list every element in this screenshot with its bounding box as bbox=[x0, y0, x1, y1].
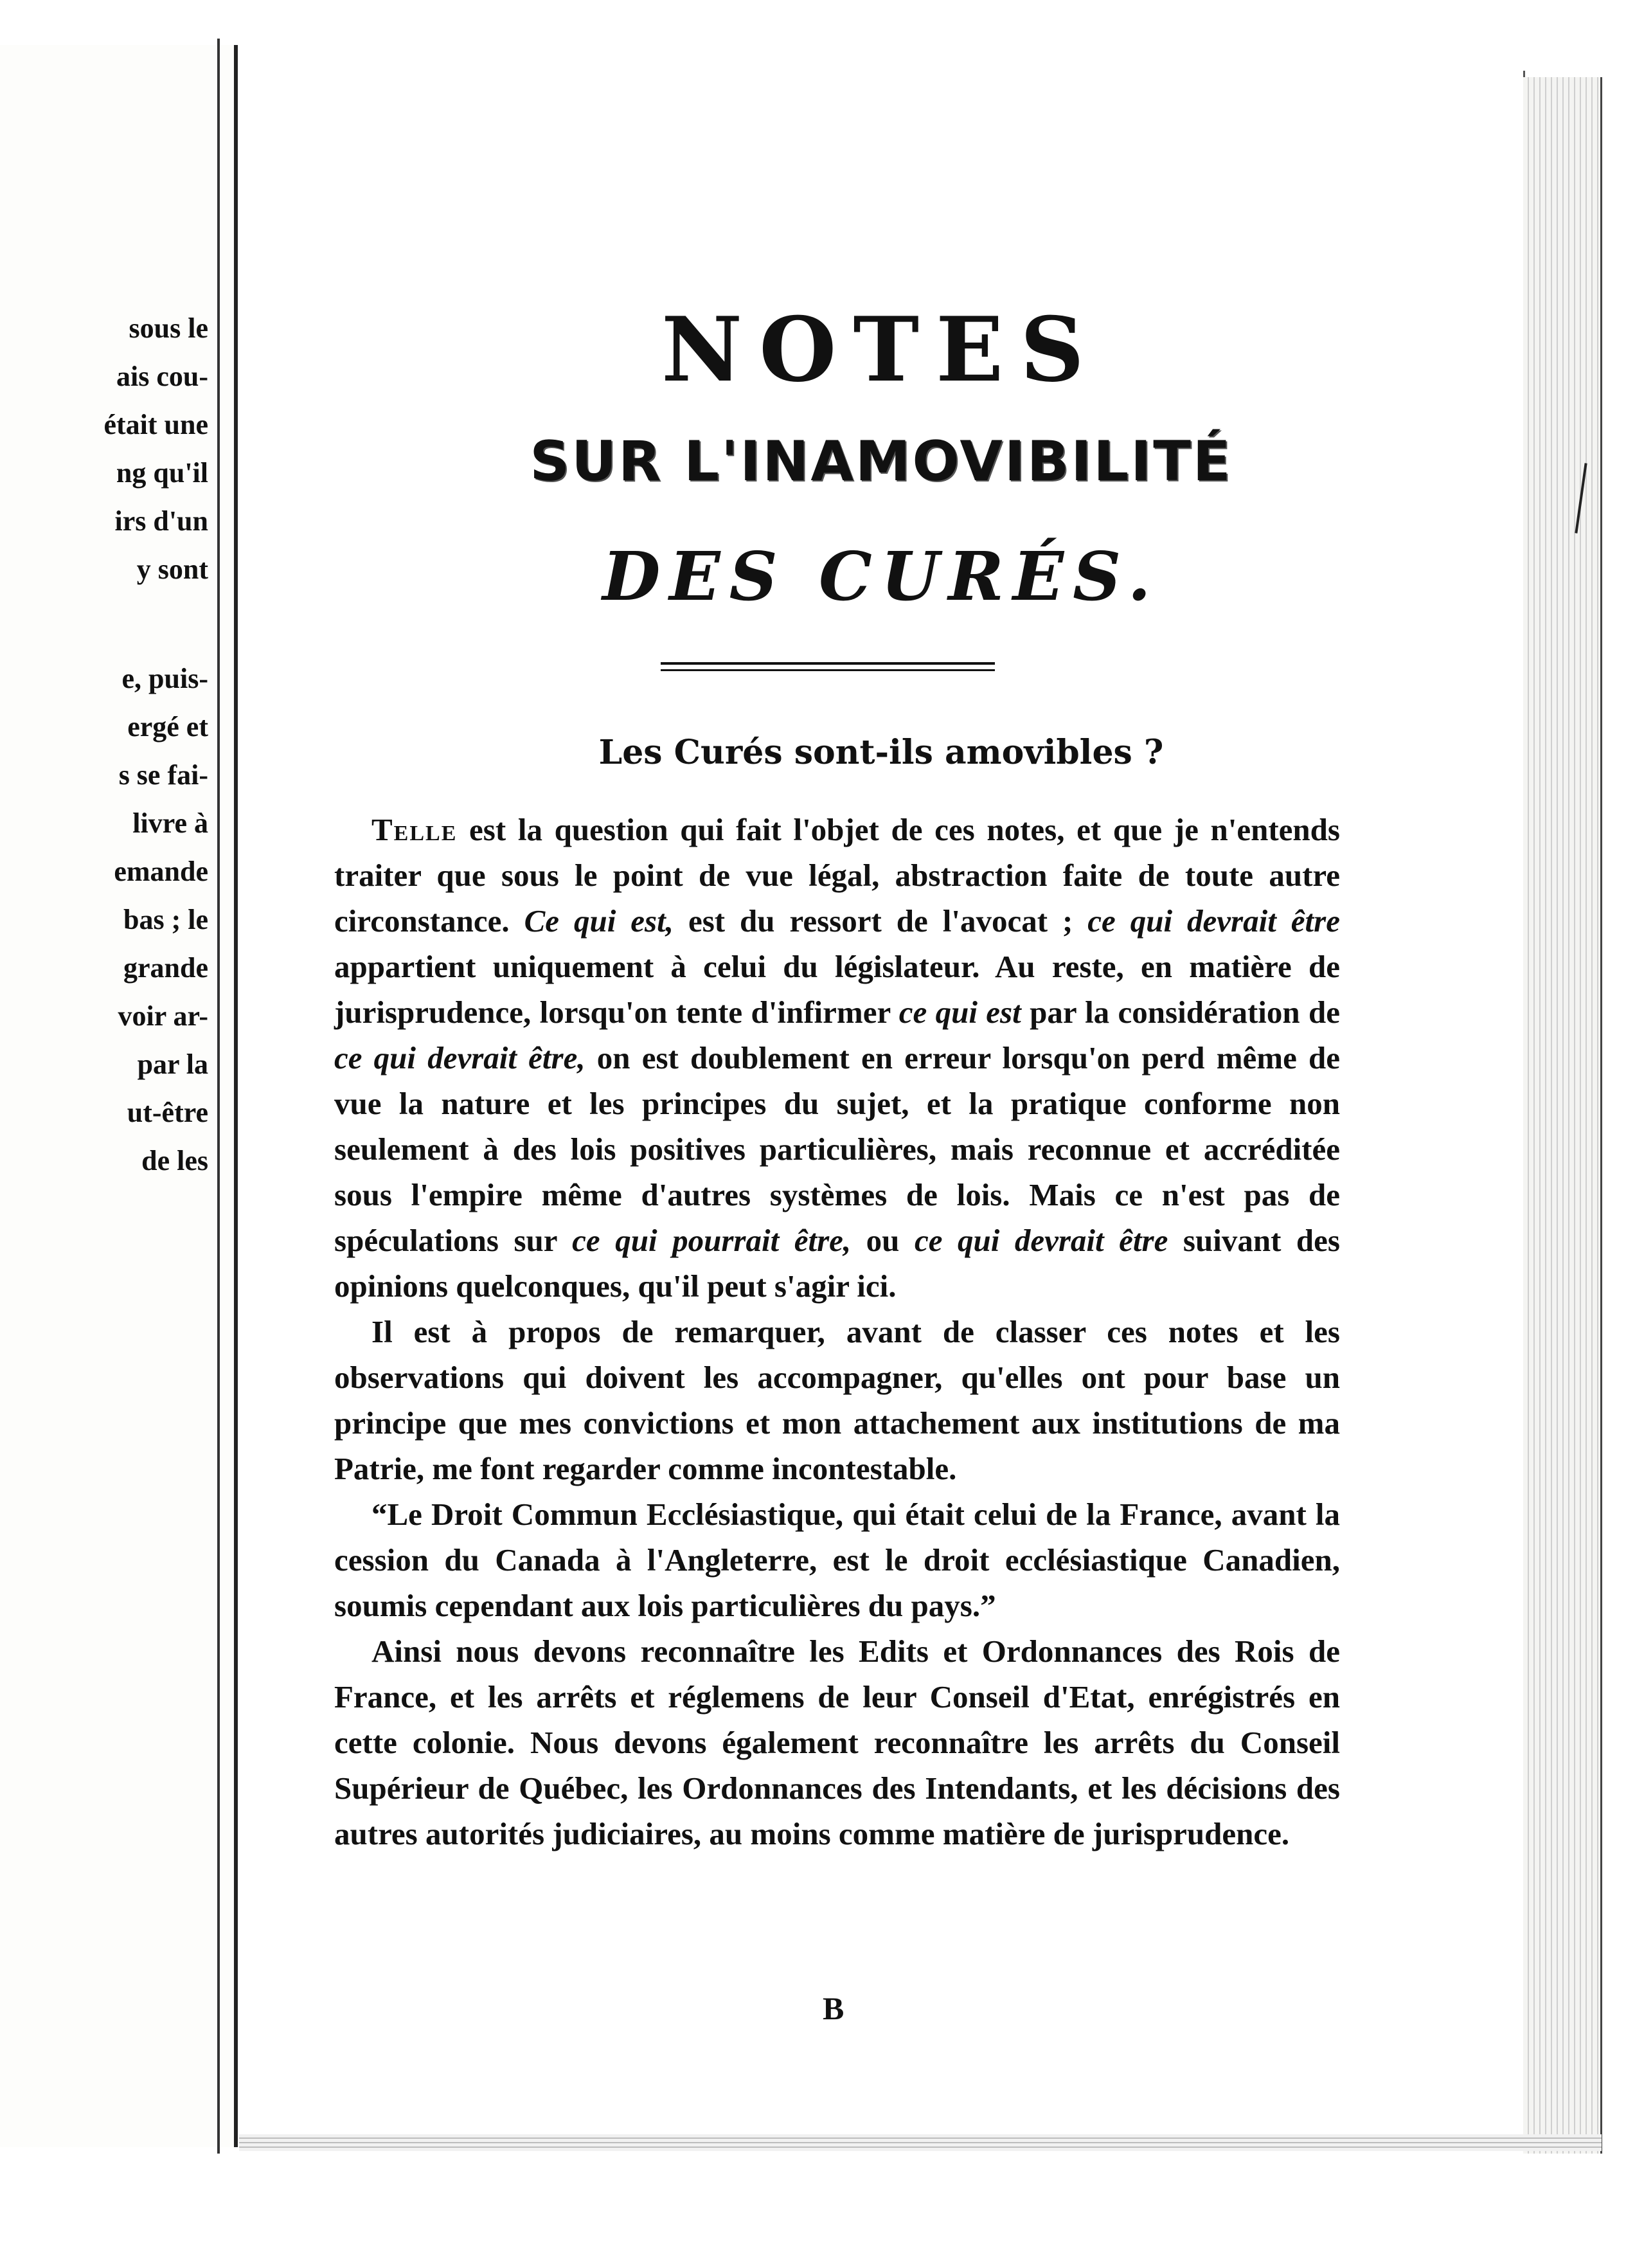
text-run: suivant des opinions quelconques, qu'il peut s'agir ici. bbox=[334, 1223, 1340, 1304]
italic-phrase: ce qui devrait être bbox=[1087, 903, 1340, 939]
page-gutter-divider bbox=[217, 39, 220, 2154]
facing-page-left bbox=[0, 45, 238, 2147]
section-heading: Les Curés sont-ils amovibles ? bbox=[598, 733, 1164, 772]
left-page-fragment: e, puis- bbox=[121, 663, 208, 694]
italic-phrase: ce qui devrait être bbox=[914, 1223, 1168, 1258]
paragraph-3-quote: “Le Droit Commun Ecclésiastique, qui était celui de la France, avant la cession du Canada à l'Angleterre, est le droit ecclésiastique Canadien, soumis cependant aux lois particulières du pays.” bbox=[334, 1497, 1340, 1623]
left-page-fragment: ut-être bbox=[127, 1097, 208, 1128]
title-cures: DES CURÉS. bbox=[602, 537, 1160, 616]
italic-phrase: ce qui est bbox=[898, 995, 1021, 1030]
text-run: est du ressort de l'avocat ; bbox=[673, 903, 1088, 939]
left-page-fragment: voir ar- bbox=[118, 1000, 208, 1032]
left-page-fragment: irs d'un bbox=[114, 505, 208, 537]
text-run: ou bbox=[851, 1223, 915, 1258]
signature-mark: B bbox=[823, 1990, 844, 2026]
left-page-fragment: ng qu'il bbox=[116, 457, 208, 489]
text-run: appartient uniquement à celui du législateur. Au reste, en matière de jurisprudence, lorsqu'on tente d'infirmer bbox=[334, 949, 1340, 1030]
text-run: est la question qui fait l'objet de ces notes, et que je n'entends traiter que sous le point de vue légal, abstraction faite de toute autre circonstance. bbox=[334, 812, 1340, 939]
left-page-fragment: grande bbox=[123, 952, 208, 984]
italic-phrase: ce qui devrait être, bbox=[334, 1040, 585, 1076]
body-text bbox=[334, 807, 1340, 1857]
paragraph-2: Il est à propos de remarquer, avant de classer ces notes et les observations qui doivent les accompagner, qu'elles ont pour base un principe que mes convictions et mon attachement aux institutions de ma Patrie, me font regarder comme incontestable. bbox=[334, 1314, 1340, 1486]
left-page-fragment: livre à bbox=[132, 807, 208, 839]
left-page-fragment: de les bbox=[141, 1145, 208, 1176]
page-edges-right bbox=[1523, 77, 1602, 2154]
left-page-fragment: s se fai- bbox=[118, 759, 208, 791]
text-run: on est doublement en erreur lorsqu'on perd même de vue la nature et les principes du sujet, et la pratique conforme non seulement à des lois positives particulières, mais reconnue et accréditée sous l'empire même d'autres systèmes de lois. Mais ce n'est pas de spéculations sur bbox=[334, 1040, 1340, 1258]
page-edges-bottom bbox=[239, 2134, 1602, 2151]
paragraph-4: Ainsi nous devons reconnaître les Edits et Ordonnances des Rois de France, et les arrêts et réglemens de leur Conseil d'Etat, enrégistrés en cette colonie. Nous devons également reconnaître les arrêts du Conseil Supérieur de Québec, les Ordonnances des Intendants, et les décisions des autres autorités judiciaires, au moins comme matière de jurisprudence. bbox=[334, 1634, 1340, 1851]
left-page-fragment: par la bbox=[137, 1048, 208, 1080]
italic-phrase: ce qui pourrait être, bbox=[572, 1223, 852, 1258]
paragraph-1 bbox=[334, 807, 1340, 1309]
left-page-fragment: emande bbox=[114, 856, 208, 887]
decorative-rule bbox=[661, 662, 995, 671]
lead-word: Telle bbox=[371, 812, 458, 847]
left-page-fragment: y sont bbox=[136, 554, 208, 585]
title-notes: NOTES bbox=[661, 297, 1101, 402]
left-page-fragment: ais cou- bbox=[116, 361, 208, 392]
left-page-fragment: bas ; le bbox=[123, 904, 208, 935]
left-page-fragment: ergé et bbox=[127, 711, 208, 742]
left-page-fragment: sous le bbox=[129, 312, 208, 344]
italic-phrase: Ce qui est, bbox=[524, 903, 674, 939]
title-subject: SUR L'INAMOVIBILITÉ bbox=[530, 429, 1233, 494]
text-run: par la considération de bbox=[1021, 995, 1341, 1030]
left-page-fragment: était une bbox=[103, 409, 208, 440]
